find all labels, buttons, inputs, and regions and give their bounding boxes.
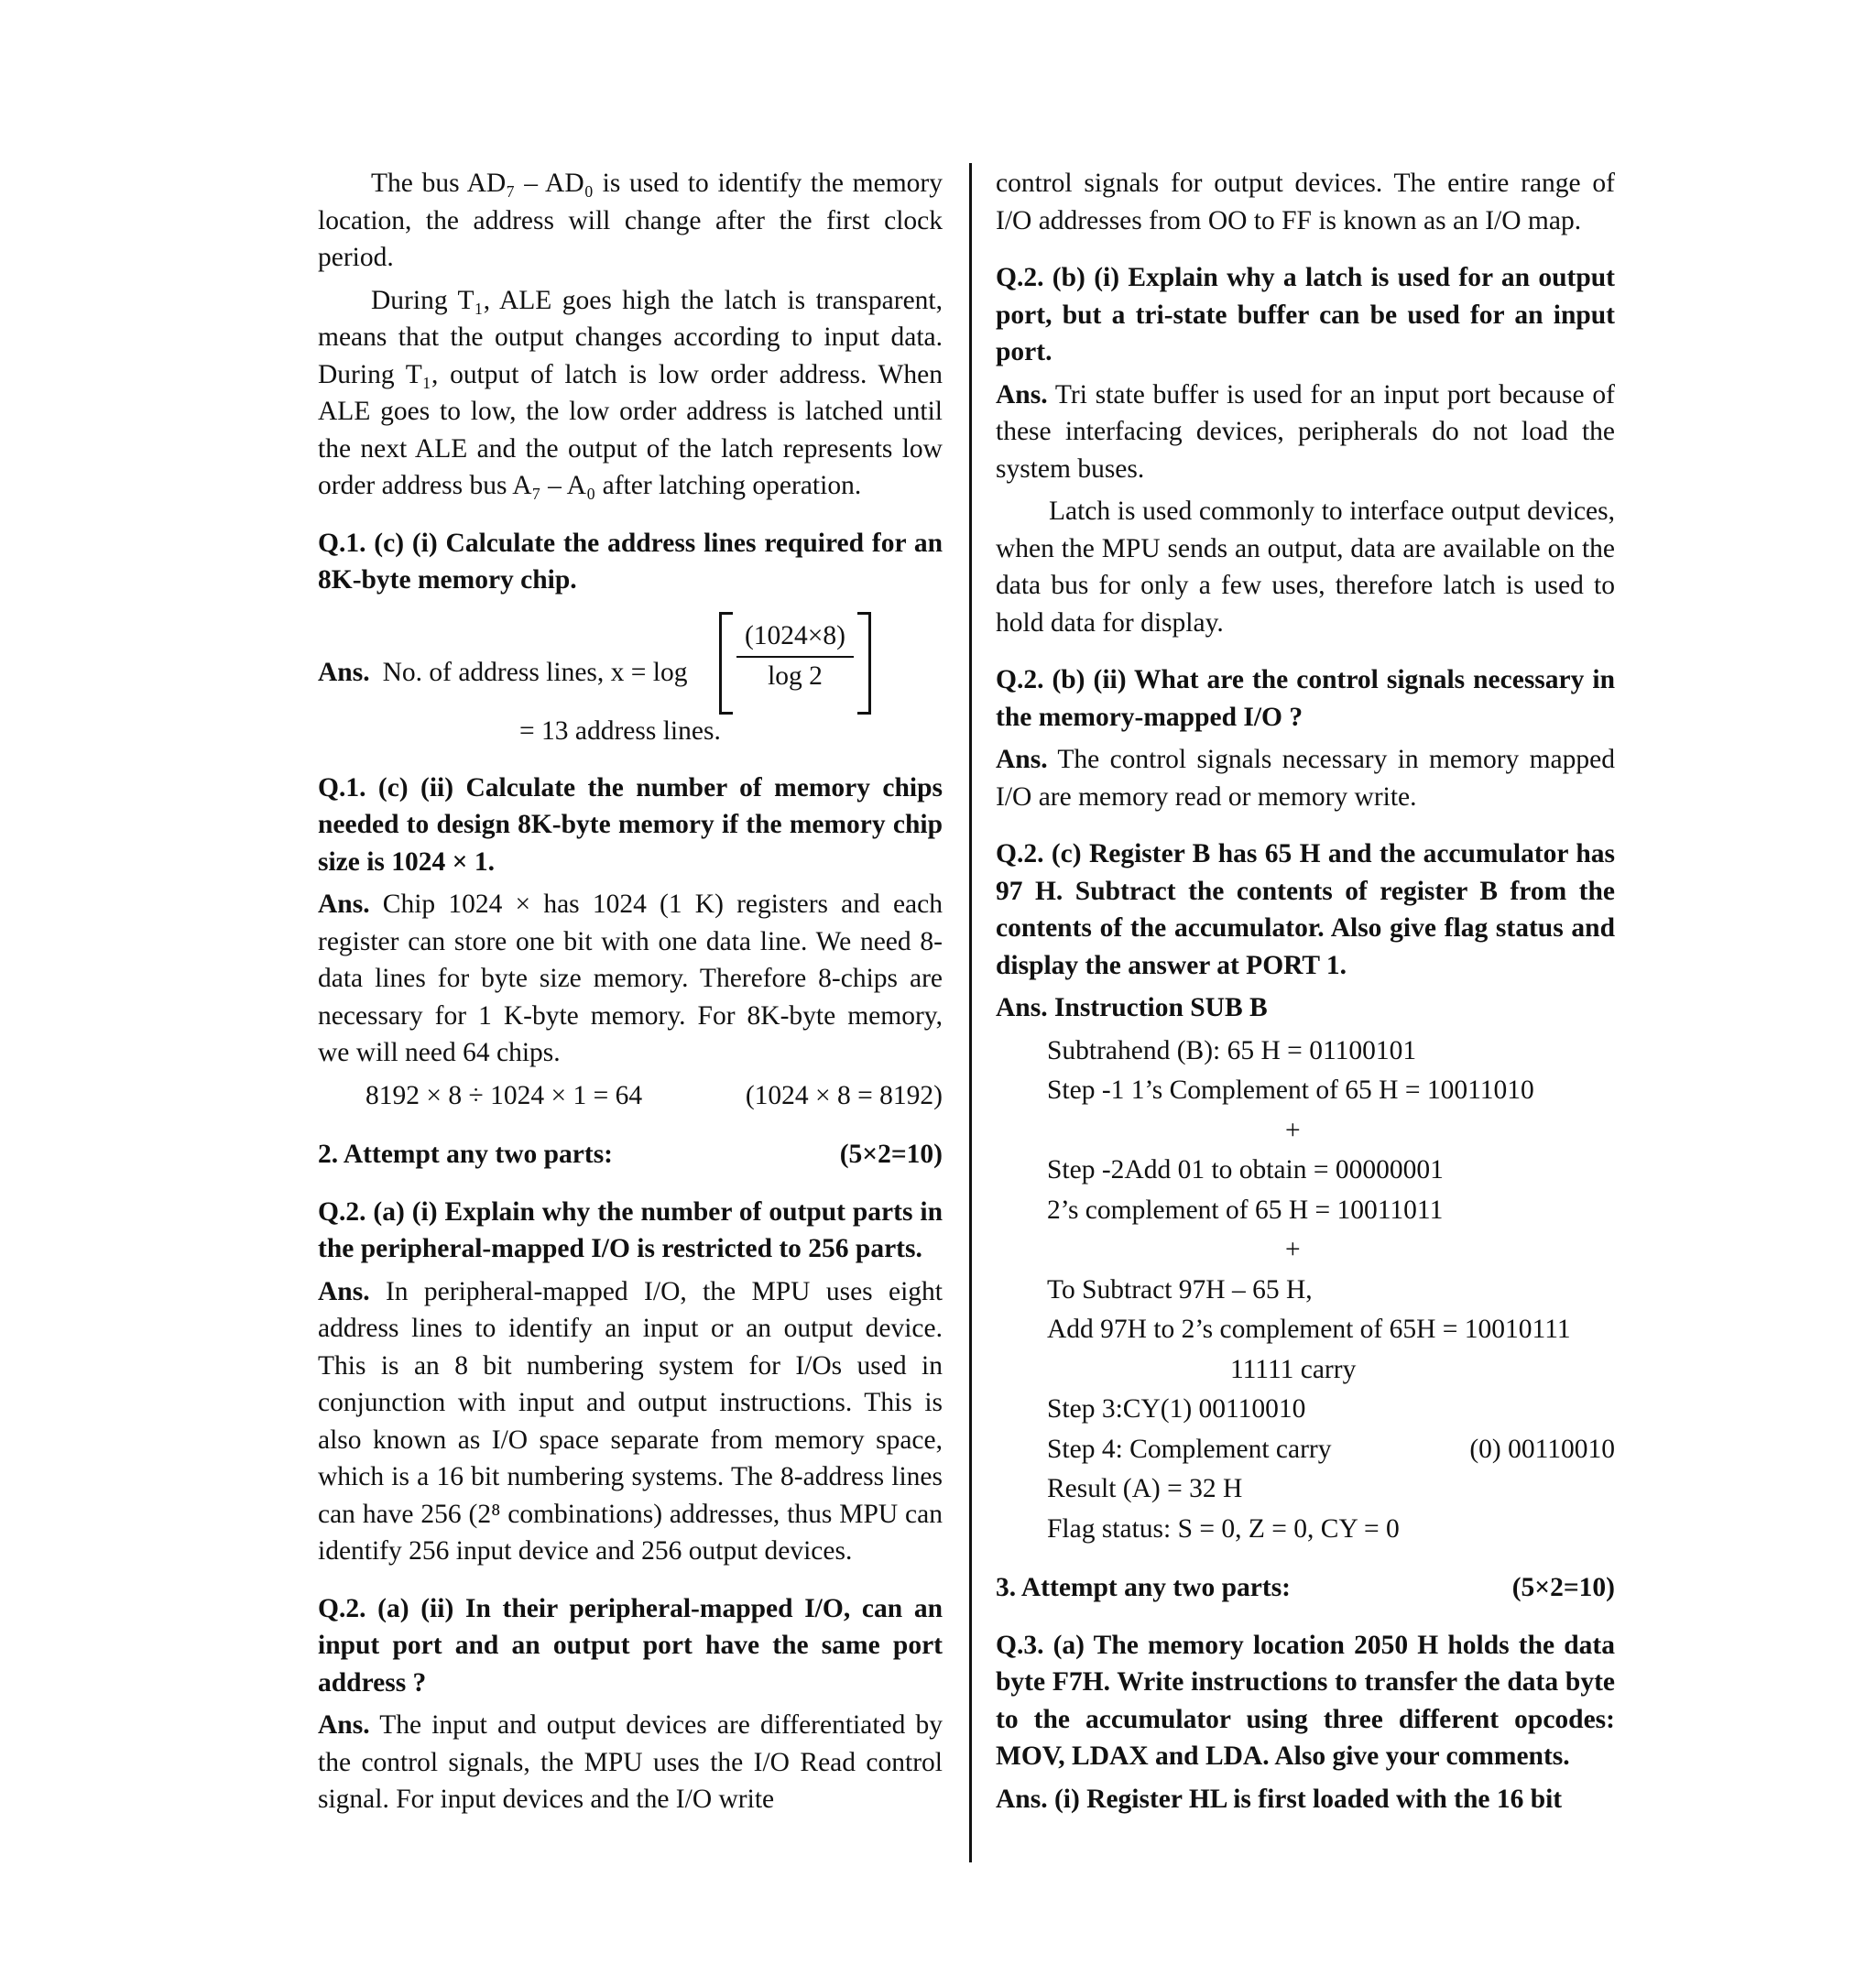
step-line: Step -1 1’s Complement of 65 H = 10011010 — [1047, 1075, 1534, 1105]
answer-text: In peripheral-mapped I/O, the MPU uses eight address lines to identify an input or an output device. This is an 8 bit numbering system for I/Os used in conjunction with input and output instructions. This is also known as I/O space separate from memory space, which is a 16 bit numbering systems. The 8-address lines can have 256 (2⁸ combinations) addresses, thus MPU can identify 256 input device and 256 output devices. — [318, 1276, 943, 1566]
step-4-row — [1047, 1431, 1615, 1468]
carry-line: 11111 carry — [1230, 1354, 1357, 1384]
section-title: 2. Attempt any two parts: — [318, 1140, 614, 1169]
answer-text: Tri state buffer is used for an input port because of these interfacing devices, peripherals do not load the system buses. — [996, 379, 1615, 484]
latch-paragraph: During T₁, ALE goes high the latch is transparent, means that the output changes according to input data. During T₁, output of latch is low order address. When ALE goes to low, the low order address is latched until the next ALE and the output of the latch represents low order address bus A₇ – A₀ after latching operation. — [318, 285, 943, 500]
formula-result: = 13 address lines. — [519, 715, 721, 746]
left-column — [318, 165, 943, 1824]
answer-label: Ans. — [318, 890, 370, 919]
answer-label: Ans. — [318, 657, 370, 687]
section-marks: (5×2=10) — [1511, 1573, 1615, 1602]
answer-2bi — [996, 377, 1615, 488]
answer-label: Ans. — [996, 379, 1048, 409]
question-2bi: Q.2. (b) (i) Explain why a latch is used for an output port, but a tri-state buffer can be used for an input port. — [996, 263, 1615, 366]
calc-right: (1024 × 8 = 8192) — [745, 1080, 943, 1110]
answer-2ai — [318, 1273, 943, 1570]
answer-label: Ans. — [318, 1276, 370, 1306]
section-3-heading — [996, 1569, 1615, 1607]
step-line: 2’s complement of 65 H = 10011011 — [1047, 1195, 1444, 1225]
step-line: Subtrahend (B): 65 H = 01100101 — [1047, 1035, 1417, 1065]
subtraction-steps — [996, 1032, 1615, 1548]
question-1ci: Q.1. (c) (i) Calculate the address lines required for an 8K-byte memory chip. — [318, 528, 943, 595]
column-divider — [969, 163, 972, 1862]
formula-bracket — [719, 612, 871, 715]
step-4-label: Step 4: Complement carry — [1047, 1434, 1332, 1464]
result-line: Result (A) = 32 H — [1047, 1474, 1243, 1503]
io-map-paragraph: control signals for output devices. The entire range of I/O addresses from OO to FF is known as an I/O map. — [996, 169, 1615, 235]
answer-2bii — [996, 741, 1615, 815]
question-2ai: Q.2. (a) (i) Explain why the number of output parts in the peripheral-mapped I/O is restricted to 256 parts. — [318, 1196, 943, 1263]
question-3a: Q.3. (a) The memory location 2050 H holds the data byte F7H. Write instructions to transfer the data byte to the accumulator using three different opcodes: MOV, LDAX and LDA. Also give your comments. — [996, 1630, 1615, 1771]
question-1cii: Q.1. (c) (ii) Calculate the number of memory chips needed to design 8K-byte memory if the memory chip size is 1024 × 1. — [318, 772, 943, 877]
section-title: 3. Attempt any two parts: — [996, 1573, 1292, 1602]
answer-label: Ans. — [996, 745, 1048, 774]
answer-2c-heading: Ans. Instruction SUB B — [996, 993, 1268, 1022]
plus-sign: + — [1285, 1115, 1301, 1145]
question-2bii: Q.2. (b) (ii) What are the control signals necessary in the memory-mapped I/O ? — [996, 665, 1615, 732]
section-marks: (5×2=10) — [839, 1140, 943, 1169]
answer-label: Ans. — [318, 1710, 370, 1740]
right-column — [996, 165, 1615, 1823]
step-4-value: (0) 00110010 — [1469, 1434, 1615, 1464]
question-2aii: Q.2. (a) (ii) In their peripheral-mapped I/O, can an input port and an output port have the same port address ? — [318, 1593, 943, 1698]
step-line: Step -2Add 01 to obtain = 00000001 — [1047, 1155, 1444, 1185]
formula-lhs — [318, 654, 687, 692]
answer-1cii — [318, 886, 943, 1072]
formula-fraction — [722, 617, 868, 695]
answer-text: Chip 1024 × has 1024 (1 K) registers and each register can store one bit with one data line. We need 8-data lines for byte size memory. Therefore 8-chips are necessary for 1 K-byte memory. For 8K-byte memory, we will need 64 chips. — [318, 890, 943, 1067]
question-2c: Q.2. (c) Register B has 65 H and the accumulator has 97 H. Subtract the contents of register B from the contents of the accumulator. Also give flag status and display the answer at PORT 1. — [996, 839, 1615, 980]
answer-2aii — [318, 1707, 943, 1818]
plus-sign: + — [1285, 1235, 1301, 1264]
chip-calculation — [318, 1077, 943, 1115]
bus-paragraph: The bus AD₇ – AD₀ is used to identify the memory location, the address will change after the first clock period. — [318, 169, 943, 272]
latch-usage-paragraph: Latch is used commonly to interface output devices, when the MPU sends an output, data are available on the data bus for only a few uses, therefore latch is used to hold data for display. — [996, 497, 1615, 638]
flag-status-line: Flag status: S = 0, Z = 0, CY = 0 — [1047, 1513, 1400, 1544]
answer-text: The control signals necessary in memory mapped I/O are memory read or memory write. — [996, 745, 1615, 812]
answer-text: The input and output devices are differentiated by the control signals, the MPU uses the I/O Read control signal. For input devices and the I/O write — [318, 1710, 943, 1814]
step-line: Add 97H to 2’s complement of 65H = 10010111 — [1047, 1315, 1571, 1344]
answer-3a: Ans. (i) Register HL is first loaded with the 16 bit — [996, 1784, 1563, 1814]
calc-left: 8192 × 8 ÷ 1024 × 1 = 64 — [365, 1080, 643, 1110]
formula-numerator: (1024×8) — [736, 617, 854, 659]
section-2-heading — [318, 1136, 943, 1174]
formula-text: No. of address lines, x = log — [382, 657, 688, 687]
address-lines-formula — [318, 612, 943, 749]
step-line: Step 3:CY(1) 00110010 — [1047, 1394, 1306, 1424]
step-line: To Subtract 97H – 65 H, — [1047, 1274, 1313, 1305]
formula-denominator: log 2 — [768, 661, 823, 691]
